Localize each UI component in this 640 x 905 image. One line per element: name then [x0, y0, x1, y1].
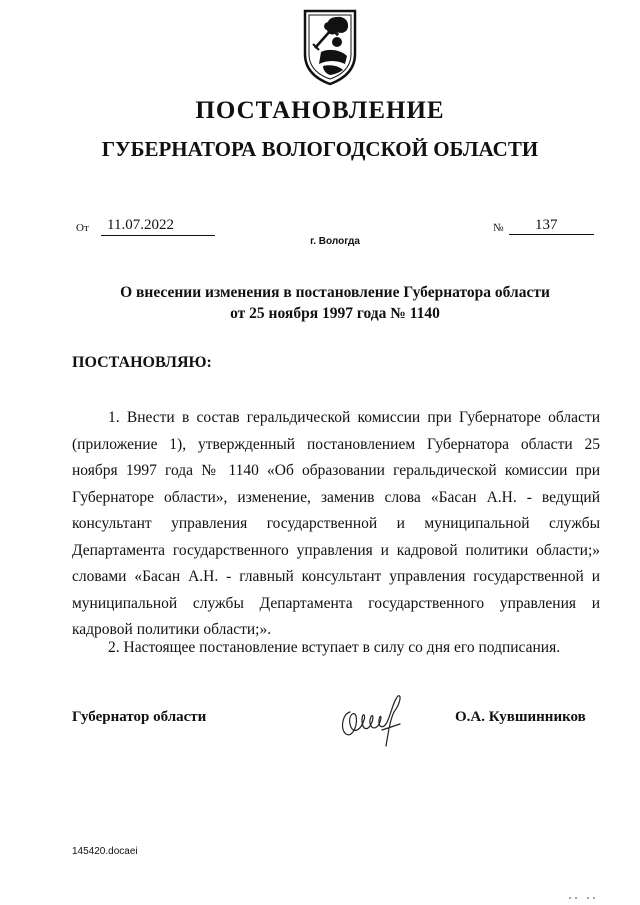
signatory-title: Губернатор области [72, 709, 207, 725]
scan-mark [568, 896, 596, 900]
subject-line: О внесении изменения в постановление Губернатора области [120, 284, 550, 301]
date-prefix: От [76, 222, 89, 234]
body-paragraph: 1. Внести в состав геральдической комиссии при Губернаторе области (приложение 1), утвержденный постановлением Губернатора области 25 ноября 1997 года № 1140 «Об образовании геральдической комиссии при Губернаторе области», изменение, заменив слова «Басан А.Н. - ведущий консультант управления государственной и муниципальной службы Департамента государственного управления и кадровой политики области;» словами «Басан А.Н. - главный консультант управления государственной и муниципальной службы Департамента государственного управления и кадровой политики области;». [72, 409, 600, 638]
handwritten-signature [336, 690, 408, 750]
signatory-name: О.А. Кувшинников [455, 709, 586, 725]
city-label: г. Вологда [310, 236, 360, 247]
document-date: 11.07.2022 [101, 216, 215, 236]
file-reference: 145420.docaei [72, 846, 138, 857]
number-prefix: № [493, 222, 504, 234]
coat-of-arms-icon [301, 8, 359, 86]
issuer-title: ГУБЕРНАТОРА ВОЛОГОДСКОЙ ОБЛАСТИ [101, 137, 539, 161]
document-subject [90, 282, 580, 324]
document-number: 137 [509, 216, 594, 235]
document-type-title: ПОСТАНОВЛЕНИЕ [195, 97, 445, 124]
body-paragraph: 2. Настоящее постановление вступает в силу со дня его подписания. [108, 639, 561, 656]
subject-line: от 25 ноября 1997 года № 1140 [230, 305, 440, 322]
decree-heading: ПОСТАНОВЛЯЮ: [72, 354, 212, 371]
